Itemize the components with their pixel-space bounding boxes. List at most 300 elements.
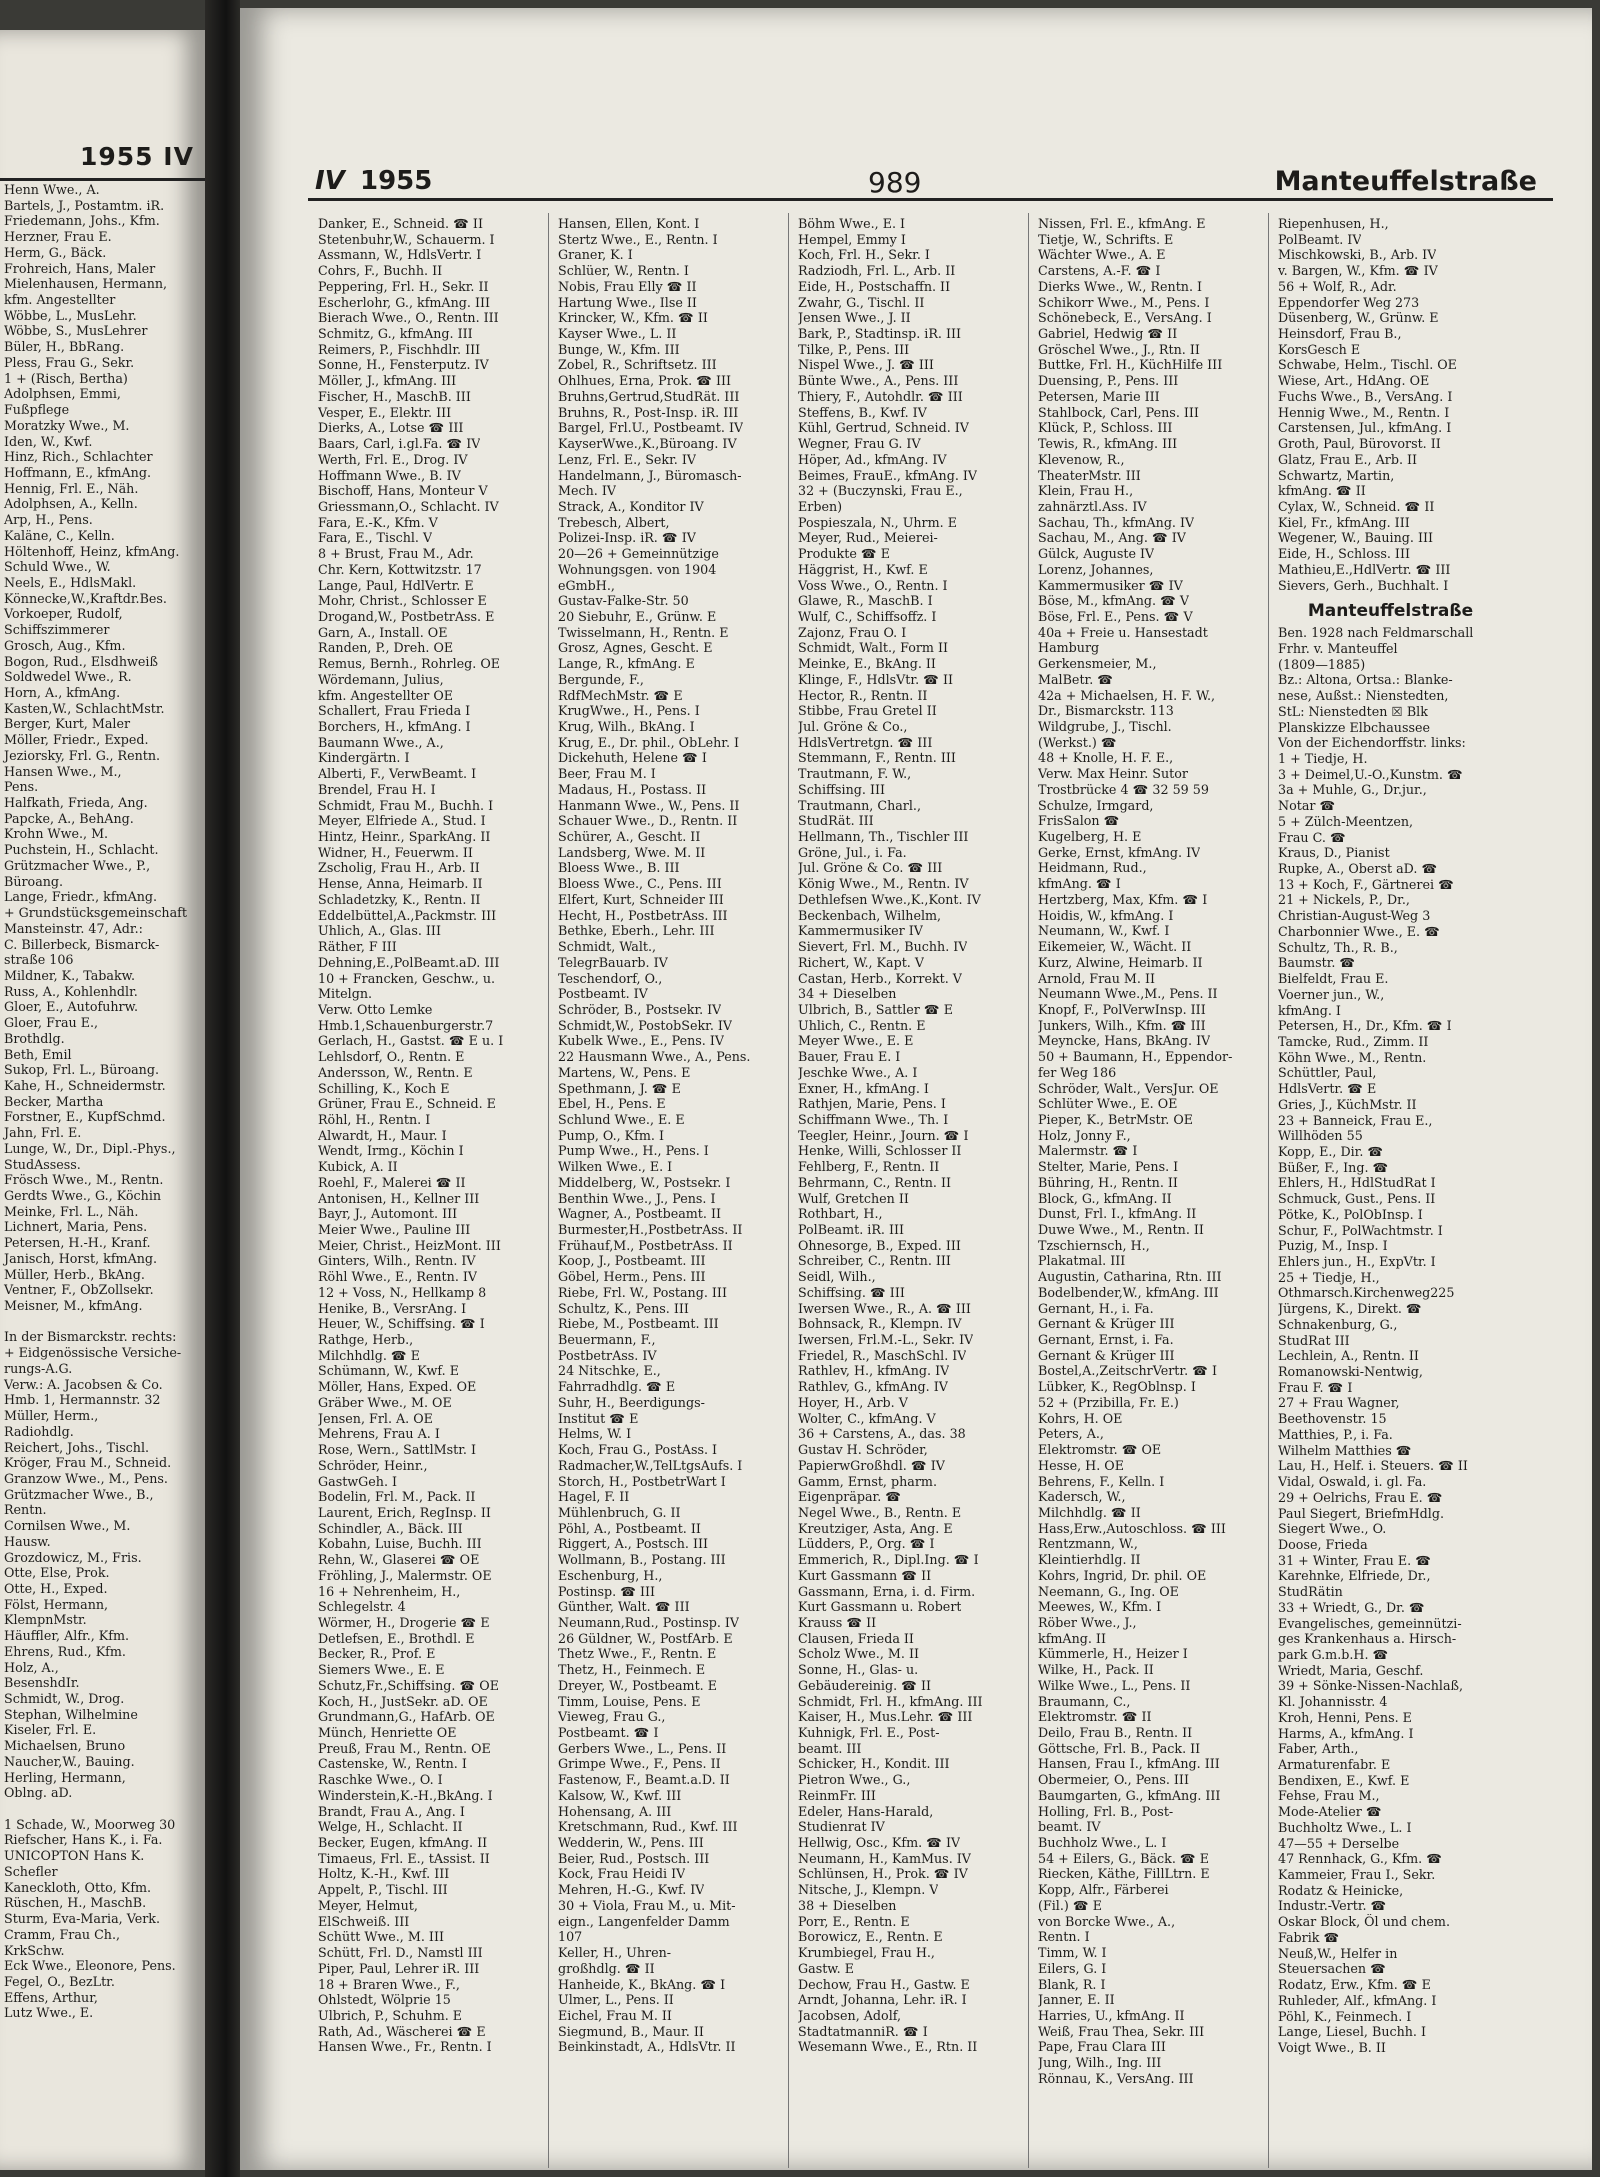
directory-entry bbox=[558, 688, 783, 704]
entry-text: StudRat III bbox=[1278, 1332, 1350, 1348]
entry-text: Rodatz, Erw., Kfm. ☎ E bbox=[1278, 1977, 1431, 1993]
directory-entry bbox=[4, 1314, 204, 1330]
directory-entry bbox=[1038, 1285, 1263, 1301]
directory-entry bbox=[558, 1961, 783, 1977]
directory-entry bbox=[1278, 1018, 1503, 1034]
entry-text: Reimers, P., Fischhdlr. III bbox=[318, 341, 481, 357]
directory-entry: + Grundstücksgemeinschaft bbox=[4, 905, 187, 921]
entry-text: Bz.: Altona, Ortsa.: Blanke- bbox=[1278, 672, 1453, 688]
directory-entry bbox=[1038, 1206, 1263, 1222]
entry-text: Hmb.1,Schauenburgerstr.7 bbox=[318, 1017, 494, 1033]
directory-entry bbox=[318, 1772, 543, 1788]
entry-text: Eppendorfer Weg 273 bbox=[1278, 294, 1420, 310]
entry-text: Planskizze Elbchaussee bbox=[1278, 719, 1430, 735]
entry-text: Eigenpräpar. ☎ bbox=[798, 1489, 902, 1505]
directory-entry bbox=[1038, 735, 1263, 751]
directory-entry bbox=[1038, 2024, 1263, 2040]
entry-text: Meyer, Helmut, bbox=[318, 1897, 418, 1913]
entry-text: Schwartz, Martin, bbox=[1278, 467, 1395, 483]
directory-entry: Horn, A., kfmAng. bbox=[4, 685, 121, 700]
directory-entry bbox=[558, 247, 783, 263]
entry-text: Rath, Ad., Wäscherei ☎ E bbox=[318, 2023, 486, 2039]
directory-entry bbox=[798, 750, 1023, 766]
entry-text: Petersen, Marie III bbox=[1038, 388, 1160, 404]
entry-text: MalBetr. ☎ bbox=[1038, 671, 1114, 687]
entry-text: Frau C. ☎ bbox=[1278, 829, 1346, 845]
entry-text: 24 Nitschke, E., bbox=[558, 1363, 661, 1379]
directory-entry bbox=[798, 908, 1023, 924]
directory-entry bbox=[1278, 1490, 1503, 1506]
entry-text: Meinke, E., BkAng. II bbox=[798, 656, 936, 672]
entry-text: Eichel, Frau M. II bbox=[558, 2007, 672, 2023]
directory-entry: Rentn. bbox=[4, 1502, 47, 1518]
entry-text: Beckenbach, Wilhelm, bbox=[798, 907, 942, 923]
directory-entry bbox=[558, 1584, 783, 1600]
entry-text: Andersson, W., Rentn. E bbox=[318, 1064, 473, 1080]
entry-text: Neumann,Rud., Postinsp. IV bbox=[558, 1614, 740, 1630]
directory-entry bbox=[318, 892, 543, 908]
directory-entry bbox=[318, 1332, 543, 1348]
directory-entry bbox=[318, 279, 543, 295]
directory-entry bbox=[1278, 1175, 1503, 1191]
entry-text: Schladetzky, K., Rentn. II bbox=[318, 891, 481, 907]
directory-entry bbox=[1038, 530, 1263, 546]
directory-entry bbox=[798, 609, 1023, 625]
directory-entry: Moratzky Wwe., M. bbox=[4, 417, 130, 433]
directory-entry bbox=[318, 1363, 543, 1379]
entry-text: KrugWwe., H., Pens. I bbox=[558, 703, 700, 719]
entry-text: Wilhelm Matthies ☎ bbox=[1278, 1442, 1412, 1458]
entry-text: Hoidis, W., kfmAng. I bbox=[1038, 907, 1174, 923]
directory-entry bbox=[1038, 860, 1263, 876]
entry-text: Milchhdlg. ☎ E bbox=[318, 1347, 421, 1363]
directory-entry: Frösch Wwe., M., Rentn. bbox=[4, 1172, 164, 1188]
entry-text: Carstensen, Jul., kfmAng. I bbox=[1278, 420, 1452, 436]
entry-text: Jürgens, K., Direkt. ☎ bbox=[1278, 1301, 1422, 1317]
entry-text: Wriedt, Maria, Geschf. bbox=[1278, 1662, 1424, 1678]
directory-entry bbox=[1278, 1003, 1503, 1019]
entry-text: Wildgrube, J., Tischl. bbox=[1038, 719, 1172, 734]
directory-entry bbox=[1278, 845, 1503, 861]
directory-entry bbox=[558, 1348, 783, 1364]
directory-entry bbox=[1038, 1096, 1263, 1112]
entry-text: Beier, Rud., Postsch. III bbox=[558, 1850, 710, 1866]
directory-entry bbox=[318, 1536, 543, 1552]
directory-entry bbox=[1038, 1568, 1263, 1584]
directory-entry bbox=[558, 530, 783, 546]
entry-text: Block, G., kfmAng. II bbox=[1038, 1190, 1172, 1206]
entry-text: Lenz, Frl. E., Sekr. IV bbox=[558, 451, 697, 467]
entry-text: Braumann, C., bbox=[1038, 1693, 1131, 1709]
entry-text: Elektromstr. ☎ II bbox=[1038, 1709, 1152, 1725]
entry-text: Krug, Wilh., BkAng. I bbox=[558, 719, 695, 734]
directory-entry: Radiohdlg. bbox=[4, 1423, 74, 1439]
directory-entry bbox=[1278, 1977, 1503, 1993]
directory-entry bbox=[1038, 719, 1263, 735]
directory-entry bbox=[1278, 1285, 1503, 1301]
directory-entry bbox=[558, 1741, 783, 1757]
entry-text: 16 + Nehrenheim, H., bbox=[318, 1583, 461, 1599]
directory-entry bbox=[318, 1631, 543, 1647]
directory-entry bbox=[798, 1977, 1023, 1993]
entry-text: Rose, Wern., SattlMstr. I bbox=[318, 1442, 476, 1458]
entry-text: Siegert Wwe., O. bbox=[1278, 1521, 1387, 1537]
directory-entry bbox=[558, 1253, 783, 1269]
entry-text: Bodelin, Frl. M., Pack. II bbox=[318, 1489, 476, 1505]
entry-text: Lange, Paul, HdlVertr. E bbox=[318, 577, 474, 593]
entry-text: Holz, Jonny F., bbox=[1038, 1127, 1131, 1143]
entry-text: Castan, Herb., Korrekt. V bbox=[798, 970, 962, 986]
entry-text: Zobel, R., Schriftsetz. III bbox=[558, 357, 717, 373]
directory-entry bbox=[558, 672, 783, 688]
entry-text: Remus, Bernh., Rohrleg. OE bbox=[318, 656, 501, 672]
entry-text: Doose, Frieda bbox=[1278, 1536, 1368, 1552]
directory-entry bbox=[318, 232, 543, 248]
entry-text: Lau, H., Helf. i. Steuers. ☎ II bbox=[1278, 1458, 1468, 1474]
directory-entry bbox=[318, 1615, 543, 1631]
directory-entry bbox=[318, 923, 543, 939]
entry-text: Raschke Wwe., O. I bbox=[318, 1772, 443, 1788]
directory-entry bbox=[1278, 1050, 1503, 1066]
directory-entry: Häuffler, Alfr., Kfm. bbox=[4, 1628, 130, 1644]
entry-text: Ehlers jun., H., ExpVtr. I bbox=[1278, 1254, 1436, 1269]
directory-entry: Höltenhoff, Heinz, kfmAng. bbox=[4, 543, 180, 559]
directory-entry bbox=[1278, 861, 1503, 877]
directory-entry bbox=[558, 1018, 783, 1034]
directory-entry bbox=[558, 2008, 783, 2024]
directory-entry bbox=[558, 860, 783, 876]
entry-text: 40a + Freie u. Hansestadt bbox=[1038, 624, 1208, 640]
entry-text: Pöhl, A., Postbeamt. II bbox=[558, 1520, 701, 1536]
entry-text: 52 + (Przibilla, Fr. E.) bbox=[1038, 1394, 1179, 1410]
directory-entry bbox=[798, 1552, 1023, 1568]
entry-text: Kubick, A. II bbox=[318, 1159, 398, 1175]
directory-entry bbox=[318, 1395, 543, 1411]
entry-text: park G.m.b.H. ☎ bbox=[1278, 1646, 1389, 1662]
entry-text: Meier, Christ., HeizMont. III bbox=[318, 1237, 501, 1253]
directory-entry: Halfkath, Frieda, Ang. bbox=[4, 795, 148, 811]
directory-entry bbox=[318, 1018, 543, 1034]
directory-entry bbox=[798, 1018, 1023, 1034]
directory-entry bbox=[798, 656, 1023, 672]
entry-text: Mohr, Christ., Schlosser E bbox=[318, 593, 487, 609]
directory-entry bbox=[1278, 1898, 1503, 1914]
directory-entry bbox=[558, 625, 783, 641]
directory-entry bbox=[318, 562, 543, 578]
entry-text: Bielfeldt, Frau E. bbox=[1278, 971, 1389, 987]
directory-entry bbox=[1278, 1883, 1503, 1899]
directory-entry bbox=[558, 955, 783, 971]
entry-text: Mehren, H.-G., Kwf. IV bbox=[558, 1882, 705, 1898]
directory-entry bbox=[1038, 1725, 1263, 1741]
entry-text: Gerke, Ernst, kfmAng. IV bbox=[1038, 844, 1201, 860]
entry-text: 34 + Dieselben bbox=[798, 986, 897, 1002]
entry-text: Fastenow, F., Beamt.a.D. II bbox=[558, 1772, 730, 1788]
directory-entry bbox=[318, 326, 543, 342]
directory-entry bbox=[1038, 813, 1263, 829]
directory-entry bbox=[1038, 1426, 1263, 1442]
entry-text: Baumann Wwe., A., bbox=[318, 734, 444, 750]
entry-text: Krug, E., Dr. phil., ObLehr. I bbox=[558, 734, 740, 750]
entry-text: Schiffsing. III bbox=[798, 781, 886, 797]
entry-text: Kugelberg, H. E bbox=[1038, 829, 1142, 845]
entry-text: ges Krankenhaus a. Hirsch- bbox=[1278, 1631, 1457, 1647]
entry-text: Bergunde, F., bbox=[558, 671, 644, 687]
entry-text: Eschenburg, H., bbox=[558, 1567, 663, 1583]
directory-entry bbox=[798, 1175, 1023, 1191]
entry-text: Fehse, Frau M., bbox=[1278, 1788, 1380, 1804]
directory-entry bbox=[558, 719, 783, 735]
directory-entry bbox=[318, 1206, 543, 1222]
entry-text: Bark, P., Stadtinsp. iR. III bbox=[798, 326, 961, 342]
entry-text: Bohnsack, R., Klempn. IV bbox=[798, 1316, 962, 1332]
entry-text: Thetz Wwe., F., Rentn. E bbox=[558, 1646, 717, 1662]
entry-text: Trautmann, F. W., bbox=[798, 766, 912, 782]
entry-text: Voerner jun., W., bbox=[1278, 986, 1385, 1002]
entry-text: Klevenow, R., bbox=[1038, 451, 1125, 467]
entry-text: Grüner, Frau E., Schneid. E bbox=[318, 1096, 496, 1112]
entry-text: Hennig Wwe., M., Rentn. I bbox=[1278, 404, 1450, 420]
directory-entry bbox=[318, 971, 543, 987]
entry-text: Hellwig, Osc., Kfm. ☎ IV bbox=[798, 1835, 961, 1851]
directory-entry bbox=[558, 1851, 783, 1867]
directory-entry bbox=[798, 2024, 1023, 2040]
directory-entry bbox=[558, 326, 783, 342]
directory-entry bbox=[798, 1206, 1023, 1222]
directory-entry bbox=[1038, 1694, 1263, 1710]
directory-entry bbox=[1278, 1616, 1503, 1632]
entry-text: Mischkowski, B., Arb. IV bbox=[1278, 247, 1437, 263]
entry-text: Schwabe, Helm., Tischl. OE bbox=[1278, 357, 1457, 373]
directory-entry bbox=[1038, 1348, 1263, 1364]
entry-text: Vidal, Oswald, i. gl. Fa. bbox=[1278, 1474, 1427, 1490]
entry-text: Beethovenstr. 15 bbox=[1278, 1411, 1387, 1427]
entry-text: StudRätin bbox=[1278, 1584, 1343, 1600]
directory-entry bbox=[1278, 1380, 1503, 1396]
directory-entry bbox=[1038, 2071, 1263, 2087]
directory-entry bbox=[318, 468, 543, 484]
directory-entry bbox=[1278, 1757, 1503, 1773]
entry-text: Eddelbüttel,A.,Packmstr. III bbox=[318, 907, 497, 923]
entry-text: Schmuck, Gust., Pens. II bbox=[1278, 1191, 1436, 1207]
directory-entry bbox=[798, 923, 1023, 939]
entry-text: Köhn Wwe., M., Rentn. bbox=[1278, 1049, 1427, 1065]
directory-entry bbox=[798, 1521, 1023, 1537]
directory-column-1 bbox=[318, 216, 543, 2055]
directory-entry bbox=[798, 1159, 1023, 1175]
entry-text: Kalsow, W., Kwf. III bbox=[558, 1787, 682, 1803]
entry-text: Sonne, H., Fensterputz. IV bbox=[318, 357, 489, 373]
directory-entry: Kiseler, Frl. E. bbox=[4, 1722, 97, 1738]
directory-entry bbox=[558, 1615, 783, 1631]
directory-entry bbox=[1278, 782, 1503, 798]
entry-text: Meyncke, Hans, BkAng. IV bbox=[1038, 1033, 1211, 1049]
entry-text: Klück, P., Schloss. III bbox=[1038, 420, 1173, 436]
entry-text: 25 + Tiedje, H., bbox=[1278, 1269, 1380, 1285]
directory-entry: Verw.: A. Jacobsen & Co. bbox=[4, 1376, 163, 1392]
directory-entry bbox=[798, 1866, 1023, 1882]
entry-text: Carstens, A.-F. ☎ I bbox=[1038, 263, 1161, 279]
directory-entry bbox=[1278, 1788, 1503, 1804]
entry-text: 8 + Brust, Frau M., Adr. bbox=[318, 546, 474, 562]
entry-text: Gamm, Ernst, pharm. bbox=[798, 1473, 937, 1489]
directory-entry bbox=[1278, 1867, 1503, 1883]
entry-text: Schüttler, Paul, bbox=[1278, 1065, 1377, 1081]
directory-entry bbox=[1038, 405, 1263, 421]
directory-entry bbox=[1038, 483, 1263, 499]
directory-entry bbox=[798, 310, 1023, 326]
entry-text: 47 Rennhack, G., Kfm. ☎ bbox=[1278, 1851, 1443, 1867]
directory-entry bbox=[798, 1819, 1023, 1835]
entry-text: Sachau, M., Ang. ☎ IV bbox=[1038, 530, 1186, 546]
directory-entry bbox=[558, 1992, 783, 2008]
directory-entry bbox=[558, 1505, 783, 1521]
entry-text: Thiery, F., Autohdlr. ☎ III bbox=[798, 388, 963, 404]
directory-entry: Schiffszimmerer bbox=[4, 622, 110, 638]
directory-entry: Grosch, Aug., Kfm. bbox=[4, 637, 126, 653]
entry-text: Stetenbuhr,W., Schauerm. I bbox=[318, 231, 495, 247]
directory-entry bbox=[1278, 405, 1503, 421]
entry-text: Spethmann, J. ☎ E bbox=[558, 1080, 681, 1096]
directory-entry bbox=[558, 876, 783, 892]
entry-text: Möller, Hans, Exped. OE bbox=[318, 1379, 477, 1395]
entry-text: Gernant & Krüger III bbox=[1038, 1316, 1175, 1332]
entry-text: 47—55 + Derselbe bbox=[1278, 1835, 1400, 1851]
entry-text: Arndt, Johanna, Lehr. iR. I bbox=[798, 1992, 967, 2008]
directory-entry bbox=[1278, 1851, 1503, 1867]
directory-entry bbox=[1278, 924, 1503, 940]
entry-text: Bierach Wwe., O., Rentn. III bbox=[318, 310, 499, 326]
entry-text: Malermstr. ☎ I bbox=[1038, 1143, 1138, 1159]
entry-text: Wächter Wwe., A. E bbox=[1038, 247, 1166, 263]
entry-text: Ginters, Wilh., Rentn. IV bbox=[318, 1253, 476, 1269]
directory-entry bbox=[1038, 1678, 1263, 1694]
directory-entry bbox=[798, 279, 1023, 295]
entry-text: Wolter, C., kfmAng. V bbox=[798, 1410, 936, 1426]
directory-entry bbox=[318, 310, 543, 326]
directory-entry: Wöbbe, L., MusLehr. bbox=[4, 307, 137, 323]
entry-text: 42a + Michaelsen, H. F. W., bbox=[1038, 687, 1216, 703]
directory-entry bbox=[558, 562, 783, 578]
entry-text: Rehn, W., Glaserei ☎ OE bbox=[318, 1552, 480, 1568]
directory-entry bbox=[1278, 1443, 1503, 1459]
directory-entry bbox=[1278, 1946, 1503, 1962]
directory-entry bbox=[558, 1819, 783, 1835]
directory-entry: Janisch, Horst, kfmAng. bbox=[4, 1250, 158, 1266]
entry-text: Gernant & Krüger III bbox=[1038, 1347, 1175, 1363]
directory-entry bbox=[558, 1379, 783, 1395]
entry-text: Steuersachen ☎ bbox=[1278, 1961, 1386, 1977]
entry-text: Othmarsch.Kirchenweg225 bbox=[1278, 1285, 1455, 1301]
directory-entry bbox=[558, 436, 783, 452]
entry-text: Frhr. v. Manteuffel bbox=[1278, 640, 1398, 656]
entry-text: Riecken, Käthe, FillLtrn. E bbox=[1038, 1866, 1210, 1882]
directory-entry bbox=[1278, 1726, 1503, 1742]
entry-text: Schröder, B., Postsekr. IV bbox=[558, 1001, 722, 1017]
directory-entry: Reichert, Johs., Tischl. bbox=[4, 1439, 150, 1455]
directory-entry bbox=[1038, 216, 1263, 232]
directory-entry: Forstner, E., KupfSchmd. bbox=[4, 1109, 166, 1125]
directory-entry bbox=[1278, 1348, 1503, 1364]
directory-entry bbox=[798, 1898, 1023, 1914]
directory-entry: Hmb. 1, Hermannstr. 32 bbox=[4, 1392, 161, 1408]
entry-text: Gastw. E bbox=[798, 1960, 854, 1976]
directory-entry bbox=[798, 1851, 1023, 1867]
directory-entry bbox=[558, 1489, 783, 1505]
directory-entry bbox=[1278, 373, 1503, 389]
directory-entry bbox=[1278, 798, 1503, 814]
directory-entry bbox=[798, 373, 1023, 389]
entry-text: Borowicz, E., Rentn. E bbox=[798, 1929, 943, 1945]
entry-text: Gries, J., KüchMstr. II bbox=[1278, 1096, 1417, 1112]
directory-entry bbox=[798, 672, 1023, 688]
entry-text: Klein, Frau H., bbox=[1038, 483, 1134, 499]
entry-text: Duwe Wwe., M., Rentn. II bbox=[1038, 1222, 1204, 1237]
directory-entry bbox=[1038, 1458, 1263, 1474]
entry-text: Alwardt, H., Maur. I bbox=[318, 1127, 447, 1143]
entry-text: Kühl, Gertrud, Schneid. IV bbox=[798, 420, 969, 436]
directory-entry bbox=[558, 1458, 783, 1474]
directory-entry bbox=[558, 782, 783, 798]
directory-entry bbox=[798, 1835, 1023, 1851]
entry-text: Schauer Wwe., D., Rentn. II bbox=[558, 813, 738, 829]
directory-entry bbox=[1038, 1646, 1263, 1662]
entry-text: Harms, A., kfmAng. I bbox=[1278, 1725, 1414, 1741]
entry-text: Meyer, Rud., Meierei- bbox=[798, 530, 938, 546]
entry-text: Dierks, A., Lotse ☎ III bbox=[318, 420, 464, 436]
directory-entry bbox=[558, 1536, 783, 1552]
directory-entry bbox=[1278, 499, 1503, 515]
directory-entry bbox=[558, 1646, 783, 1662]
directory-entry bbox=[558, 1065, 783, 1081]
directory-entry bbox=[1038, 1804, 1263, 1820]
entry-text: Notar ☎ bbox=[1278, 798, 1336, 814]
entry-text: Schnakenburg, G., bbox=[1278, 1316, 1398, 1332]
directory-entry bbox=[558, 1143, 783, 1159]
entry-text: Harries, U., kfmAng. II bbox=[1038, 2007, 1185, 2023]
directory-entry bbox=[798, 1411, 1023, 1427]
directory-entry bbox=[1038, 1914, 1263, 1930]
directory-entry: Arp, H., Pens. bbox=[4, 512, 93, 528]
entry-text: Neuß,W., Helfer in bbox=[1278, 1945, 1398, 1961]
directory-entry bbox=[318, 2008, 543, 2024]
directory-entry bbox=[1278, 326, 1503, 342]
directory-entry bbox=[318, 1222, 543, 1238]
entry-text: Kl. Johannisstr. 4 bbox=[1278, 1694, 1388, 1710]
entry-text: TelegrBauarb. IV bbox=[558, 954, 668, 970]
directory-entry bbox=[1278, 1144, 1503, 1160]
directory-entry: Wöbbe, S., MusLehrer bbox=[4, 323, 148, 339]
entry-text: Wilke, H., Pack. II bbox=[1038, 1662, 1154, 1678]
directory-entry bbox=[798, 1426, 1023, 1442]
directory-entry bbox=[798, 1363, 1023, 1379]
directory-entry bbox=[1278, 1914, 1503, 1930]
directory-entry bbox=[798, 829, 1023, 845]
directory-entry bbox=[1038, 672, 1263, 688]
entry-text: Göttsche, Frl. B., Pack. II bbox=[1038, 1740, 1201, 1756]
entry-text: Schröder, Heinr., bbox=[318, 1457, 428, 1473]
entry-text: Uhlich, A., Glas. III bbox=[318, 923, 441, 939]
directory-entry bbox=[1278, 1537, 1503, 1553]
entry-text: Eilers, G. I bbox=[1038, 1960, 1107, 1976]
entry-text: Schlüer, W., Rentn. I bbox=[558, 263, 689, 279]
directory-entry bbox=[798, 986, 1023, 1002]
entry-text: Widner, H., Feuerwm. II bbox=[318, 844, 473, 860]
entry-text: Kuhnigk, Frl. E., Post- bbox=[798, 1725, 940, 1740]
directory-entry bbox=[558, 829, 783, 845]
entry-text: Röhl, H., Rentn. I bbox=[318, 1111, 431, 1127]
directory-entry bbox=[558, 1395, 783, 1411]
